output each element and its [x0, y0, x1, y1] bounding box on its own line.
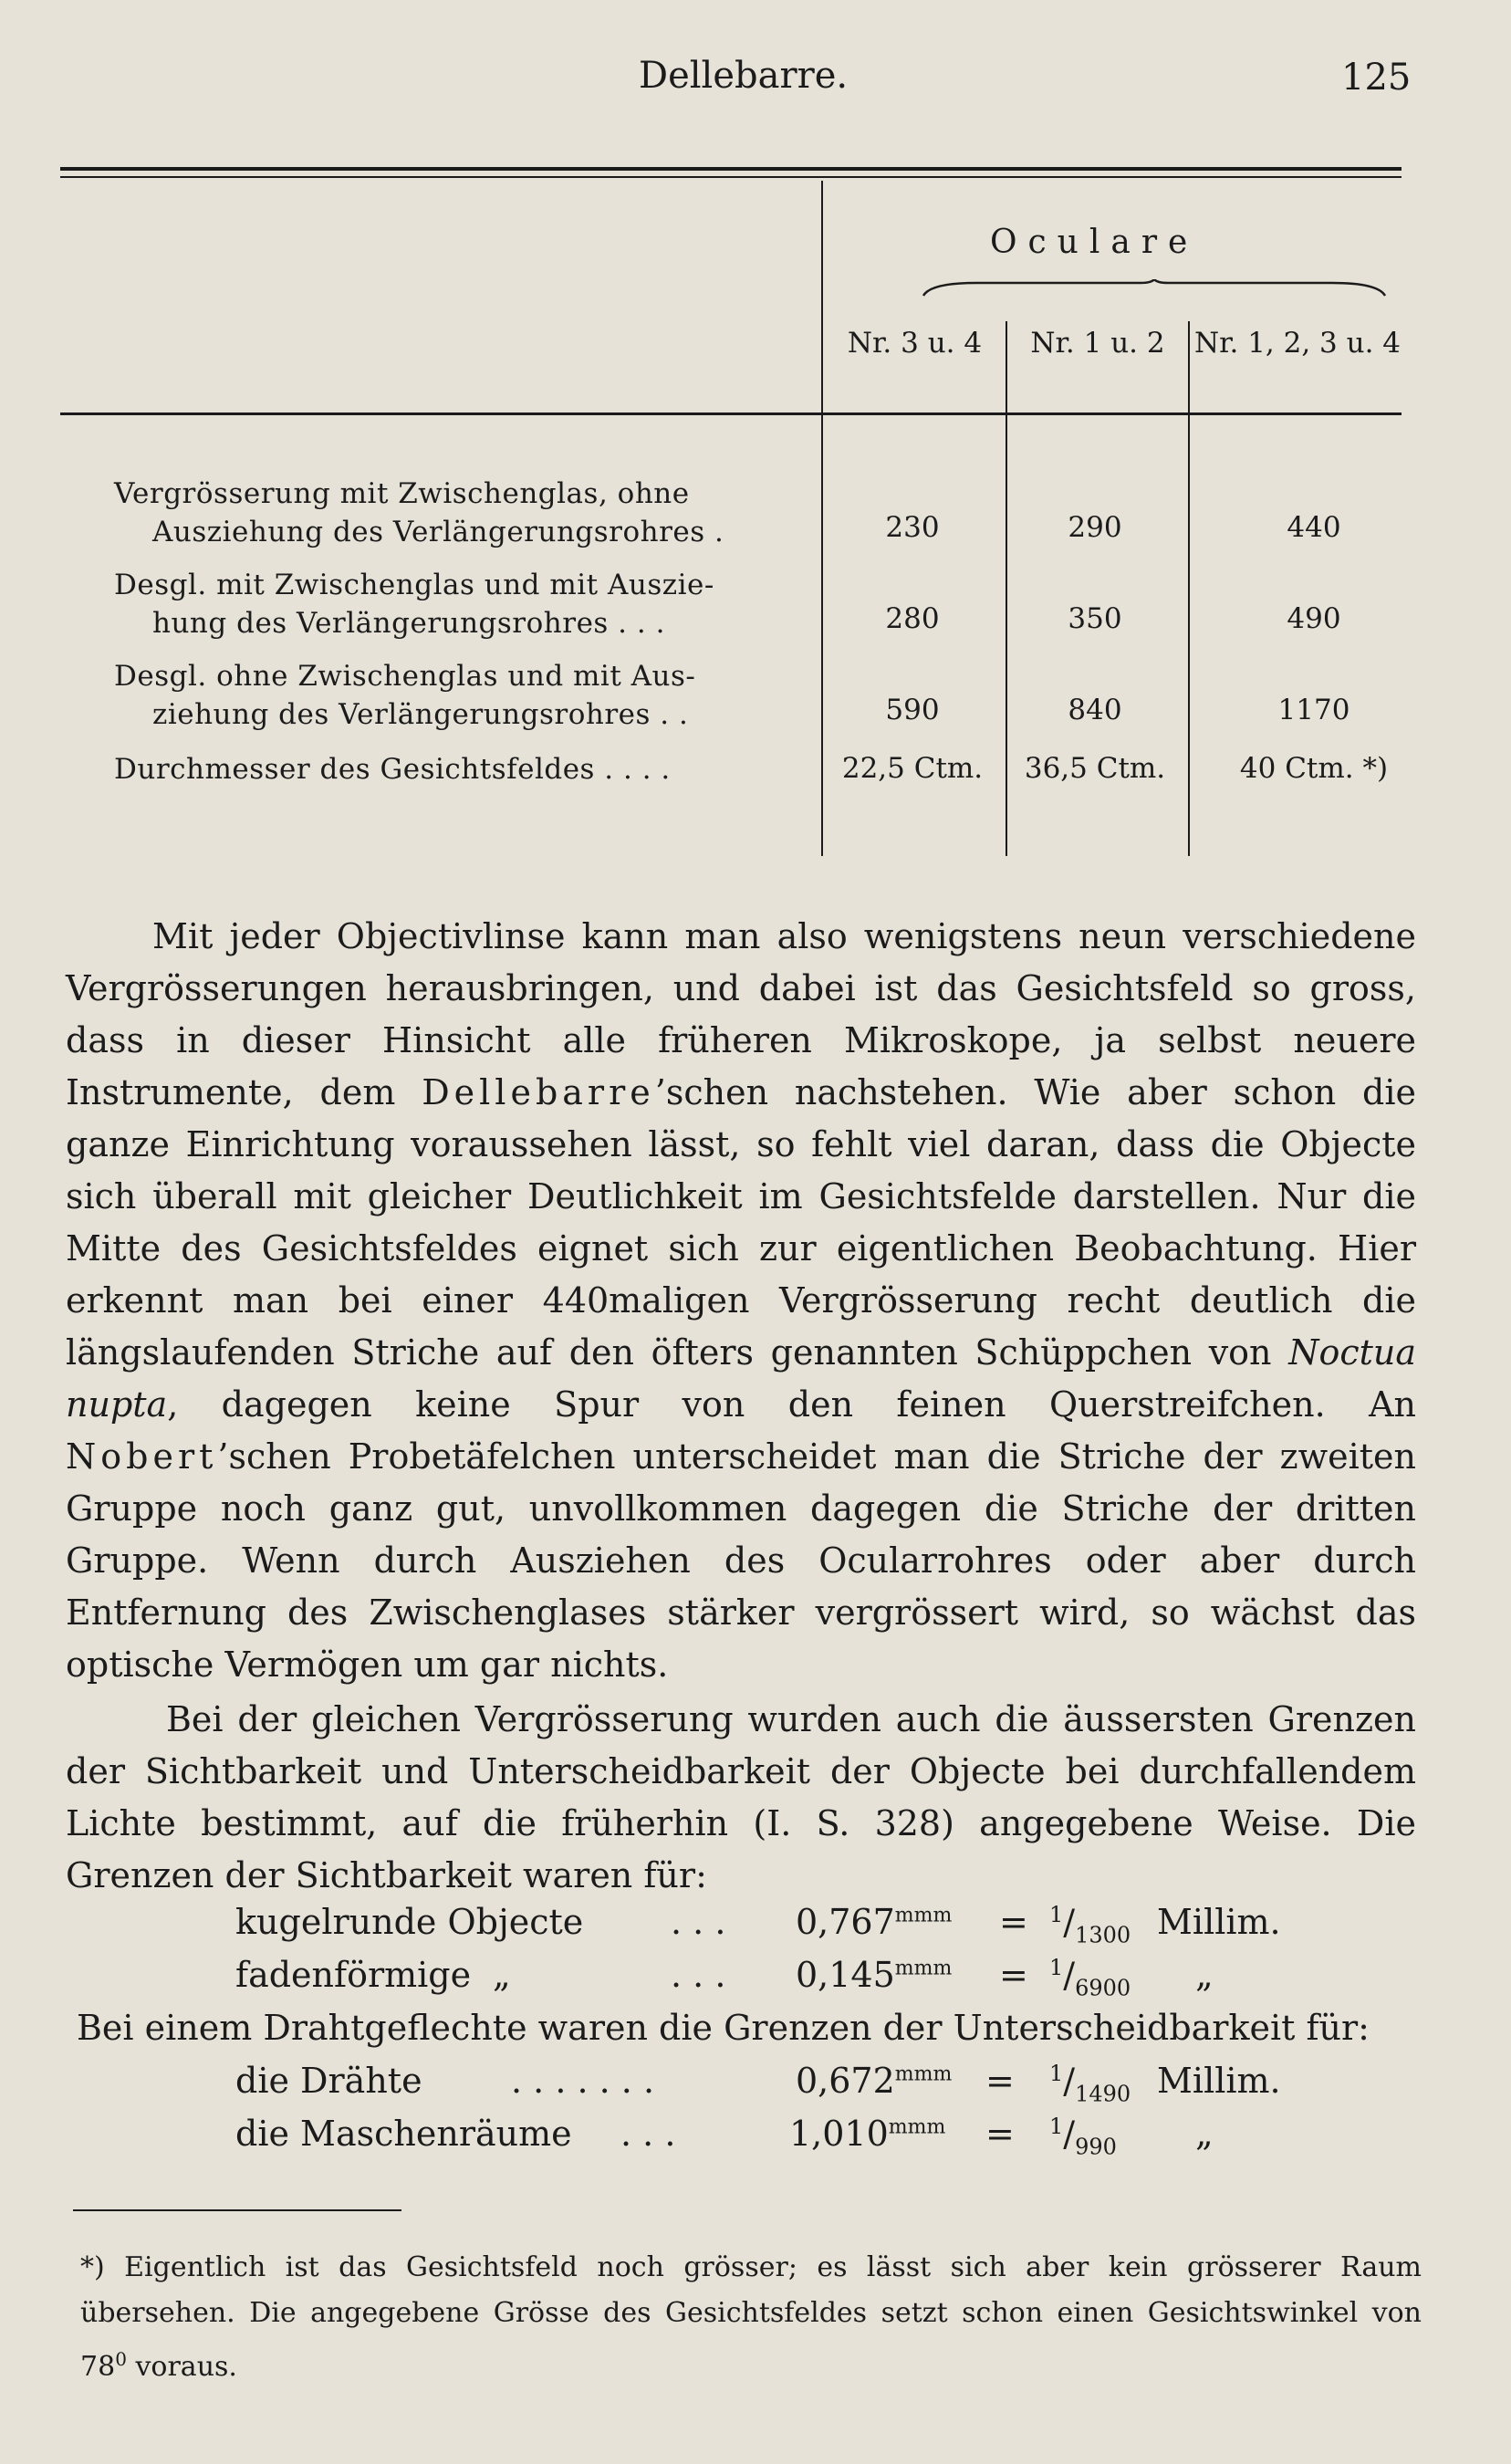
fraction: $^1/_{6900}$ — [1049, 1955, 1131, 2001]
unit-suffix: „ — [1195, 1955, 1214, 1995]
table-row-label — [114, 657, 695, 734]
table-row-label — [114, 750, 671, 788]
brace-decoration — [922, 279, 1387, 298]
fraction: $^1/_{1490}$ — [1049, 2061, 1131, 2107]
unit: mmm — [894, 1904, 953, 1927]
column-header-1: Nr. 3 u. 4 — [847, 327, 983, 360]
row-label-line: Vergrösserung mit Zwischenglas, ohne — [114, 477, 690, 510]
degree-sign: 0 — [115, 2348, 127, 2370]
unit: mmm — [888, 2115, 946, 2139]
leader-dots: . . . — [620, 2114, 676, 2154]
page-number: 125 — [1341, 57, 1412, 99]
limit-number: 0,672 — [796, 2061, 895, 2101]
equals-sign: = — [985, 2061, 1015, 2101]
row-label-line: Desgl. mit Zwischenglas und mit Auszie- — [114, 569, 714, 601]
author-name: Dellebarre — [422, 1072, 655, 1112]
numerator: 1 — [1049, 1955, 1064, 1980]
denominator: 990 — [1075, 2134, 1117, 2160]
paragraph-1 — [66, 911, 1416, 1691]
oculare-heading: Oculare — [990, 224, 1199, 261]
denominator: 1300 — [1075, 1922, 1131, 1948]
table-cell: 490 — [1287, 602, 1341, 635]
table-row-label — [114, 566, 714, 642]
limit-number: 0,145 — [796, 1955, 895, 1995]
limit-number: 0,767 — [796, 1902, 895, 1942]
paragraph-text: Bei der gleichen Vergrösserung wurden auch die äussersten Grenzen der Sichtbarkeit und Unterscheidbarkeit der Objecte bei durchfallendem Lichte bestimmt, auf die früherhin (I. S. 328) angegebene Weise. Die Grenzen der Sichtbarkeit waren für: — [66, 1699, 1416, 1895]
table-divider-3 — [1188, 321, 1190, 856]
row-label-line: Desgl. ohne Zwischenglas und mit Aus- — [114, 660, 696, 693]
fraction: $^1/_{1300}$ — [1049, 1902, 1131, 1948]
text-run: ’schen nachstehen. Wie aber schon die ganze Einrichtung voraussehen lässt, so fehlt viel daran, dass die Objecte sich überall mit gleicher Deutlichkeit im Gesichtsfelde darstellen. Nur die Mitte des Gesichtsfeldes eignet sich zur eigentlichen Beobachtung. Hier erkennt man bei einer 440maligen Vergrösserung recht deutlich die längslaufenden Striche auf den öfters genannten Schüppchen von — [66, 1072, 1417, 1373]
table-row-label — [114, 475, 724, 551]
numerator: 1 — [1049, 2061, 1064, 2086]
limit-label: die Maschenräume — [235, 2114, 572, 2154]
table-cell: 1170 — [1277, 694, 1350, 726]
unit: mmm — [894, 1957, 953, 1980]
limit-value — [796, 2061, 952, 2101]
header-rule-thick — [60, 167, 1402, 171]
column-header-2: Nr. 1 u. 2 — [1030, 327, 1165, 360]
table-cell: 280 — [885, 602, 940, 635]
table-cell: 22,5 Ctm. — [841, 752, 984, 785]
header-rule-thin — [60, 176, 1402, 178]
numerator: 1 — [1049, 1902, 1064, 1927]
table-cell: 590 — [885, 694, 940, 726]
text-run: ’schen Probetäfelchen unterscheidet man die Striche der zweiten Gruppe noch ganz gut, unvollkommen dagegen die Striche der dritten Gruppe. Wenn durch Ausziehen des Ocularrohres oder aber durch Entfernung des Zwischenglases stärker vergrössert wird, so wächst das optische Vermögen um gar nichts. — [66, 1436, 1416, 1685]
equals-sign: = — [999, 1902, 1028, 1942]
unit-suffix: Millim. — [1157, 1902, 1281, 1942]
limit-number: 1,010 — [789, 2114, 889, 2154]
table-cell: 350 — [1068, 602, 1122, 635]
denominator: 6900 — [1075, 1975, 1131, 2001]
row-label-line: hung des Verlängerungsrohres . . . — [152, 607, 665, 640]
limit-value — [796, 1955, 952, 1995]
equals-sign: = — [999, 1955, 1028, 1995]
running-head: Dellebarre. — [639, 55, 849, 97]
fraction: $^1/_{990}$ — [1049, 2114, 1117, 2160]
limit-value — [789, 2114, 945, 2154]
paragraph-2 — [66, 1694, 1416, 1902]
numerator: 1 — [1049, 2114, 1064, 2139]
row-label-line: ziehung des Verlängerungsrohres . . — [152, 698, 689, 731]
leader-dots: . . . . . . . — [511, 2061, 655, 2101]
footnote-text: *) Eigentlich ist das Gesichtsfeld noch grösser; es lässt sich aber kein grösserer Raum übersehen. Die angegebene Grösse des Gesichtsfeldes setzt schon einen Gesichtswinkel von 78 — [80, 2251, 1422, 2383]
text-run: , dagegen keine Spur von den feinen Querstreifchen. An — [167, 1384, 1416, 1425]
limit-value — [796, 1902, 952, 1942]
leader-dots: . . . — [671, 1955, 726, 1995]
table-cell: 36,5 Ctm. — [1024, 752, 1166, 785]
unit-suffix: „ — [1195, 2114, 1214, 2154]
row-label-line: Durchmesser des Gesichtsfeldes . . . . — [114, 753, 671, 786]
table-cell: 440 — [1287, 511, 1341, 544]
denominator: 1490 — [1075, 2081, 1131, 2107]
footnote-rule — [73, 2209, 401, 2211]
equals-sign: = — [985, 2114, 1015, 2154]
species-name: Noctua nupta — [66, 1332, 1416, 1425]
unit-suffix: Millim. — [1157, 2061, 1281, 2101]
table-cell: 230 — [885, 511, 940, 544]
table-header-rule — [60, 412, 1402, 415]
footnote-text-end: voraus. — [126, 2351, 237, 2383]
table-cell: 840 — [1068, 694, 1122, 726]
row-label-line: Ausziehung des Verlängerungsrohres . — [152, 516, 724, 548]
limit-label: die Drähte — [235, 2061, 422, 2101]
table-cell: 40 Ctm. *) — [1239, 752, 1389, 785]
paragraph-3: Bei einem Drahtgeflechte waren die Grenzen der Unterscheidbarkeit für: — [77, 2008, 1370, 2048]
column-header-3: Nr. 1, 2, 3 u. 4 — [1193, 327, 1402, 360]
author-name: Nobert — [66, 1436, 218, 1477]
limit-label: kugelrunde Objecte — [235, 1902, 584, 1942]
text-run: Mit jeder Objectivlinse kann man also wenigstens neun verschiedene Vergrösserungen herausbringen, und dabei ist das Gesichtsfeld so gross, dass in dieser Hinsicht alle früheren Mikroskope, ja selbst neuere Instrumente, dem — [66, 916, 1416, 1112]
table-cell: 290 — [1068, 511, 1122, 544]
limit-label: fadenförmige — [235, 1955, 472, 1995]
unit: mmm — [894, 2062, 953, 2086]
footnote — [80, 2245, 1422, 2390]
leader-dots: . . . — [671, 1902, 726, 1942]
ditto-mark: „ — [493, 1955, 511, 1995]
